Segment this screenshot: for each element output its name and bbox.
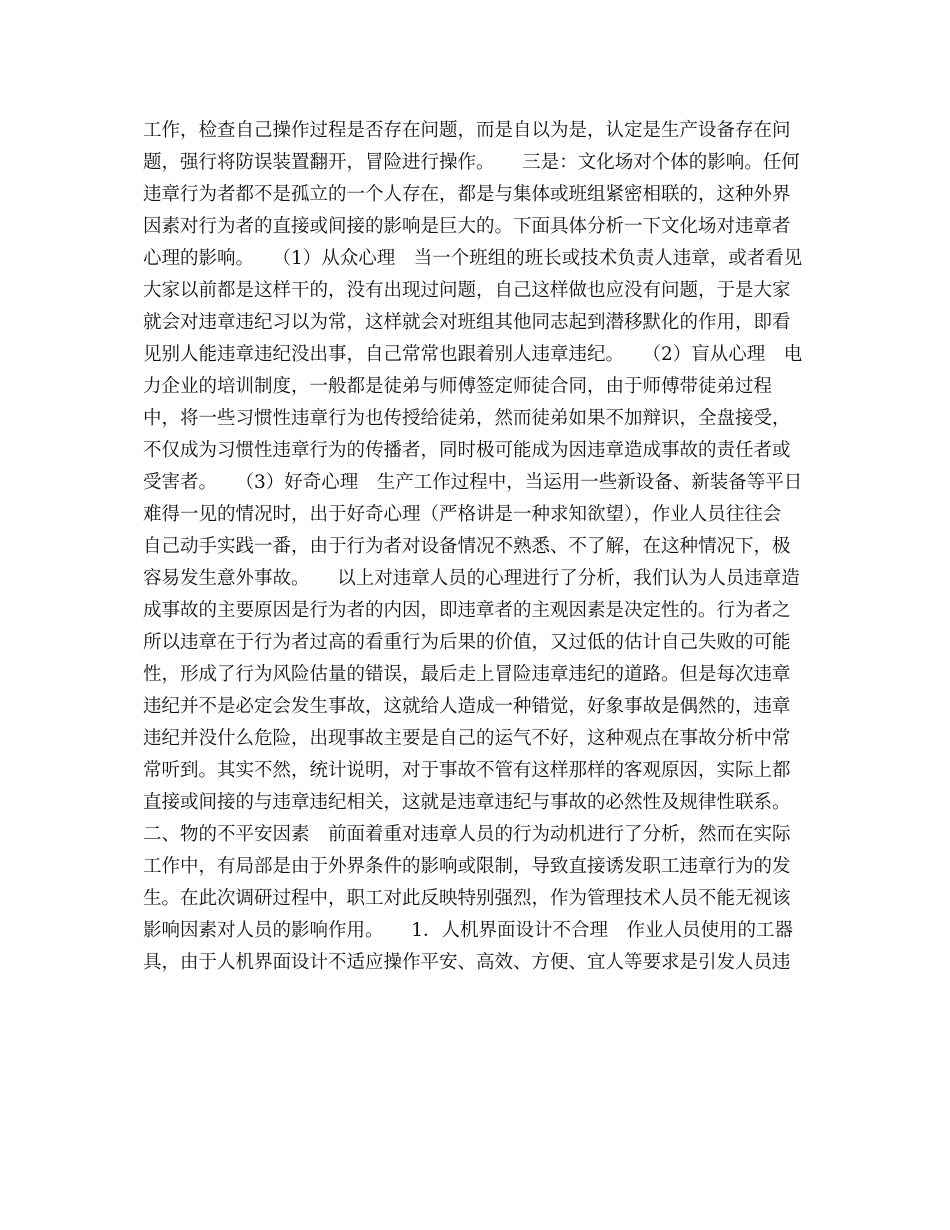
text-line: 自己动手实践一番，由于行为者对设备情况不熟悉、不了解，在这种情况下，极 [143, 536, 791, 557]
text-line: 受害者。 （3）好奇心理 生产工作过程中，当运用一些新设备、新装备等平日 [143, 472, 803, 493]
text-line: 二、物的不平安因素 前面着重对违章人员的行为动机进行了分析，然而在实际 [143, 824, 791, 845]
text-line: 所以违章在于行为者过高的看重行为后果的价值，又过低的估计自己失败的可能 [143, 632, 791, 653]
text-line: 工作，检查自己操作过程是否存在问题，而是自以为是，认定是生产设备存在问 [143, 120, 791, 141]
text-line: 直接或间接的与违章违纪相关，这就是违章违纪与事故的必然性及规律性联系。 [143, 792, 791, 813]
text-line: 难得一见的情况时，出于好奇心理（严格讲是一种求知欲望），作业人员往往会 [143, 504, 782, 525]
text-line: 生。在此次调研过程中，职工对此反映特别强烈，作为管理技术人员不能无视该 [143, 888, 791, 909]
text-line: 性，形成了行为风险估量的错误，最后走上冒险违章违纪的道路。但是每次违章 [143, 664, 791, 685]
text-line: 因素对行为者的直接或间接的影响是巨大的。下面具体分析一下文化场对违章者 [143, 216, 791, 237]
text-line: 违章行为者都不是孤立的一个人存在，都是与集体或班组紧密相联的，这种外界 [143, 184, 791, 205]
text-line: 违纪并不是必定会发生事故，这就给人造成一种错觉，好象事故是偶然的，违章 [143, 696, 791, 717]
text-line: 见别人能违章违纪没出事，自己常常也跟着别人违章违纪。 （2）盲从心理 电 [143, 344, 803, 365]
text-line: 工作中，有局部是由于外界条件的影响或限制，导致直接诱发职工违章行为的发 [143, 856, 791, 877]
text-line: 容易发生意外事故。 以上对违章人员的心理进行了分析，我们认为人员违章造 [143, 568, 800, 589]
text-line: 影响因素对人员的影响作用。 1．人机界面设计不合理 作业人员使用的工器 [143, 920, 794, 941]
text-line: 不仅成为习惯性违章行为的传播者，同时极可能成为因违章造成事故的责任者或 [143, 440, 791, 461]
text-line: 常听到。其实不然，统计说明，对于事故不管有这样那样的客观原因，实际上都 [143, 760, 791, 781]
text-line: 中，将一些习惯性违章行为也传授给徒弟，然而徒弟如果不加辩识，全盘接受， [143, 408, 791, 429]
text-line: 大家以前都是这样干的，没有出现过问题，自己这样做也应没有问题，于是大家 [143, 280, 791, 301]
text-line: 违纪并没什么危险，出现事故主要是自己的运气不好，这种观点在事故分析中常 [143, 728, 791, 749]
text-line: 成事故的主要原因是行为者的内因，即违章者的主观因素是决定性的。行为者之 [143, 600, 791, 621]
text-line: 具，由于人机界面设计不适应操作平安、高效、方便、宜人等要求是引发人员违 [143, 952, 791, 973]
text-line: 力企业的培训制度，一般都是徒弟与师傅签定师徒合同，由于师傅带徒弟过程 [143, 376, 773, 397]
body-text [143, 115, 813, 979]
text-line: 就会对违章违纪习以为常，这样就会对班组其他同志起到潜移默化的作用，即看 [143, 312, 791, 333]
text-line: 题，强行将防误装置翻开，冒险进行操作。 三是：文化场对个体的影响。任何 [143, 152, 800, 173]
text-line: 心理的影响。 （1）从众心理 当一个班组的班长或技术负责人违章，或者看见 [143, 248, 803, 269]
